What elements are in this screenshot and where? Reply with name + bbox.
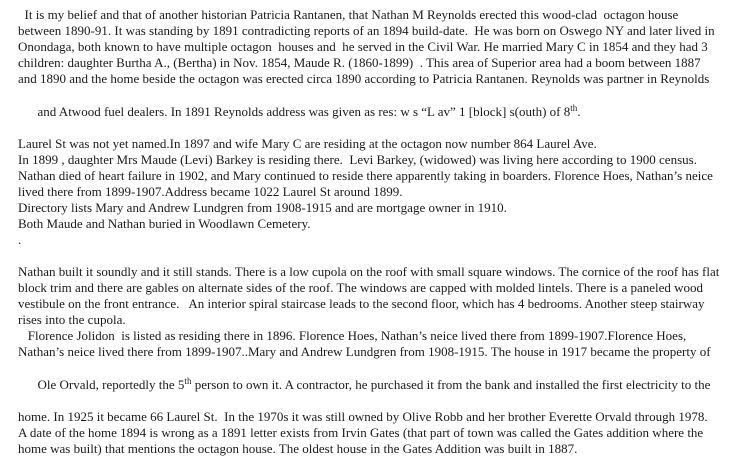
text-segment: Ole Orvald, reportedly the 5 [37, 377, 185, 392]
text-line: . [18, 232, 22, 247]
text-segment: . [577, 104, 581, 119]
text-line: Directory lists Mary and Andrew Lundgren from 1908-1915 and are mortgage owner in 1910. [18, 200, 507, 215]
text-line: Nathan died of heart failure in 1902, and Mary continued to reside there apparently taking in boarders. Florence Hoes, Nathan’s neice [18, 168, 713, 183]
text-line: block trim and there are gables on alternate sides of the roof. The windows are capped with molded lintels. There is a paneled wood [18, 280, 704, 295]
text-line [18, 88, 743, 136]
text-line: home. In 1925 it became 66 Laurel St. In the 1970s it was still owned by Olive Robb and her brother Everette Orvald through 1978. [18, 409, 708, 424]
text-line: between 1890-91. It was standing by 1891 contradicting reports of an 1894 build-date. He was born on Oswego NY and later lived in [18, 23, 715, 38]
text-line: Florence Jolidon is listed as residing there in 1896. Florence Hoes, Nathan’s neice lived there from 1899-1907.Florence Hoes, [18, 328, 687, 343]
superscript-ordinal: th [184, 376, 192, 386]
text-line: lived there from 1899-1907.Address became 1022 Laurel St around 1899. [18, 184, 403, 199]
text-line: Both Maude and Nathan buried in Woodlawn Cemetery. [18, 216, 311, 231]
text-line: In 1899 , daughter Mrs Maude (Levi) Barkey is residing there. Levi Barkey, (widowed) was living here according to 1900 census. [18, 152, 697, 167]
text-segment: person to own it. A contractor, he purchased it from the bank and installed the first electricity to the [191, 377, 711, 392]
text-line: Nathan’s neice lived there from 1899-1907..Mary and Andrew Lundgren from 1908-1915. The house in 1917 became the property of [18, 344, 711, 359]
text-line [18, 361, 743, 409]
text-line: children: daughter Burtha A., (Bertha) in Nov. 1854, Maude R. (1860-1899) . This area of Superior area had a boom between 1887 [18, 55, 701, 70]
text-segment: and Atwood fuel dealers. In 1891 Reynolds address was given as res: w s “L av” 1 [block] s(outh) of 8 [37, 104, 571, 119]
text-line: A date of the home 1894 is wrong as a 1891 letter exists from Irvin Gates (that part of town was called the Gates addition where the [18, 425, 704, 440]
text-line: and 1890 and the home beside the octagon was erected circa 1890 according to Patricia Rantanen. Reynolds was partner in Reynolds [18, 71, 710, 86]
paragraph-gap [18, 248, 743, 264]
text-line: Onondaga, both known to have multiple octagon houses and he served in the Civil War. He married Mary C in 1854 and they had 3 [18, 39, 708, 54]
text-line: vestibule on the front entrance. An interior spiral staircase leads to the second floor, which has 4 bedrooms. Another steep stairway [18, 296, 705, 311]
description-block [18, 264, 743, 457]
text-line: Nathan built it soundly and it still stands. There is a low cupola on the roof with small square windows. The cornice of the roof has flat [18, 264, 720, 279]
text-line: Laurel St was not yet named.In 1897 and wife Mary C are residing at the octagon now number 864 Laurel Ave. [18, 136, 597, 151]
history-block [18, 7, 743, 248]
text-line: home was built) that mentions the octagon house. The oldest house in the Gates Addition was built in 1887. [18, 441, 578, 456]
document-page [18, 7, 743, 457]
text-line: rises into the cupola. [18, 312, 126, 327]
superscript-ordinal: th [570, 103, 578, 113]
text-line: It is my belief and that of another historian Patricia Rantanen, that Nathan M Reynolds erected this wood-clad octagon house [18, 7, 679, 22]
